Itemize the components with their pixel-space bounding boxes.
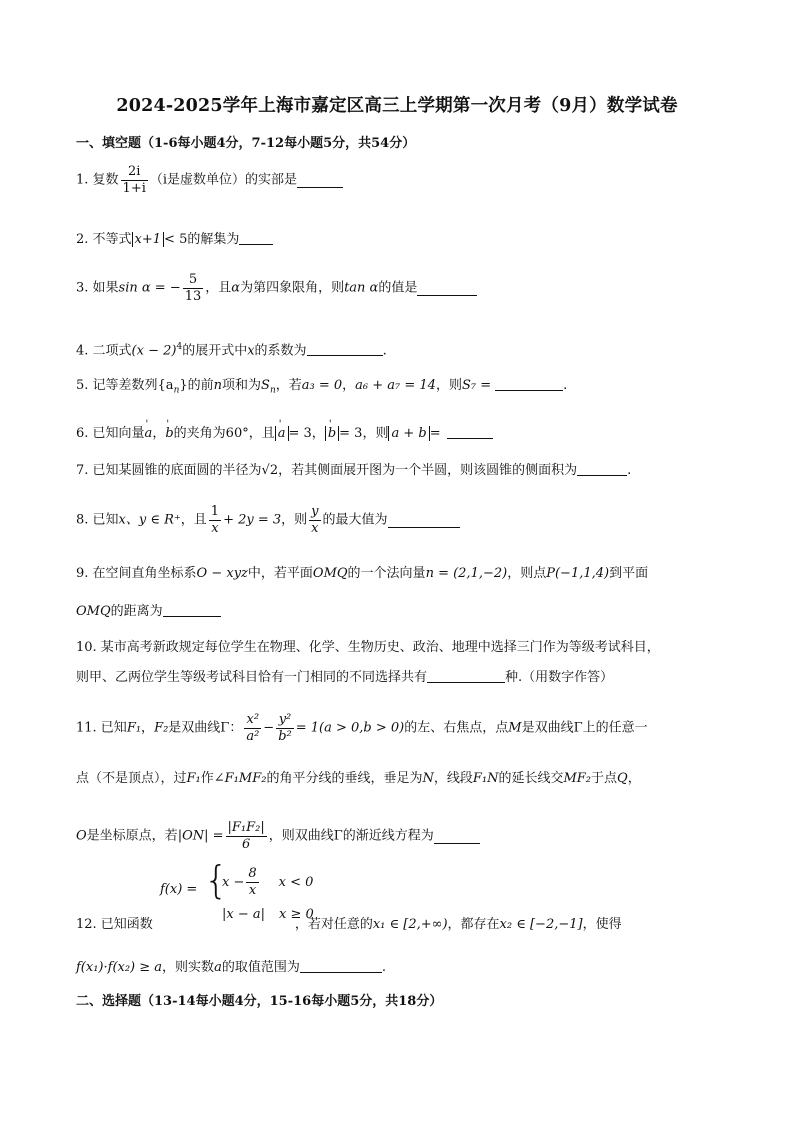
q3-alpha: α xyxy=(231,280,241,296)
question-10: 10. 某市高考新政规定每位学生在物理、化学、生物历史、政治、地理中选择三门作为等级考试科目， xyxy=(76,640,660,655)
question-12-line-2 xyxy=(76,958,386,977)
q8-mid: ，且 xyxy=(180,512,207,528)
q6-vector-b: ' b xyxy=(165,425,173,443)
question-9-line-2 xyxy=(76,602,221,621)
q3-numerator: 5 xyxy=(183,272,204,289)
q1-numerator: 2i xyxy=(121,164,148,181)
q1-fraction xyxy=(121,164,148,197)
q5-S7: S₇ = xyxy=(461,378,492,393)
q12-answer-blank[interactable] xyxy=(300,958,382,973)
q11-text2: 是双曲线Γ上的任意一 xyxy=(521,720,648,736)
q6-eq1: = 3 xyxy=(288,426,312,441)
q11-frac-y xyxy=(276,712,294,745)
q9-mid3: ，则点 xyxy=(507,566,547,581)
q6-angle: 60° xyxy=(225,426,249,441)
q11-l2d: ，线段 xyxy=(433,771,473,786)
q9-answer-blank[interactable] xyxy=(163,602,221,617)
question-11 xyxy=(76,712,648,745)
q9-point: P(−1,1,4) xyxy=(546,566,610,581)
q4-prefix: 4. 二项式 xyxy=(76,343,132,359)
q11-F2: F₂ xyxy=(154,720,169,736)
q7-prefix: 7. 已知某圆锥的底面圆的半径为 xyxy=(76,463,262,478)
q12-text: ，使得 xyxy=(582,917,622,932)
q5-S-sub: n xyxy=(269,385,276,396)
q8-frac1-den: x xyxy=(211,521,219,536)
q11-x-den: a² xyxy=(246,729,260,744)
q12-prefix: 12. 已知函数 xyxy=(76,917,153,932)
q5-a3: a₃ = 0 xyxy=(301,378,343,393)
q9-normal: n = (2,1,−2) xyxy=(425,566,508,581)
q11-x-num: x² xyxy=(244,712,261,729)
q12-case1-num: 8 xyxy=(248,866,257,881)
q11-MF2: MF₂ xyxy=(563,771,592,786)
q2-lt: < 5 xyxy=(164,232,188,247)
q2-abs-expr: x+1 xyxy=(132,232,165,247)
question-11-line-2 xyxy=(76,770,641,788)
q6-prefix: 6. 已知向量 xyxy=(76,426,145,441)
q9-system: O − xyz xyxy=(196,566,248,581)
q11-y-num: y² xyxy=(276,712,294,729)
q3-prefix: 3. 如果 xyxy=(76,280,119,296)
q12-case2-cond: x ≥ 0 xyxy=(279,907,314,922)
q12-l2b: ，则实数 xyxy=(162,960,215,975)
q5-n: n xyxy=(213,378,223,393)
q3-text: 为第四象限角，则 xyxy=(240,280,345,296)
q5-sub-n: n xyxy=(173,385,180,396)
q6-mid2: ，且 xyxy=(248,426,275,441)
q12-x1: x₁ ∈ [2,+∞) xyxy=(372,917,448,932)
q12-brace: { xyxy=(204,858,229,902)
q11-l2c: 的角平分线的垂线，垂足为 xyxy=(266,771,423,786)
q3-text2: 的值是 xyxy=(378,280,418,296)
q6-mid3: ，则 xyxy=(362,426,389,441)
q11-l2-F1: F₁ xyxy=(186,771,201,786)
q12-end: . xyxy=(381,960,386,975)
q1-text: （i是虚数单位）的实部是 xyxy=(149,172,298,188)
q6-eq2: = 3 xyxy=(339,426,363,441)
q11-frac-x xyxy=(244,712,261,745)
q11-Q: Q xyxy=(617,771,628,786)
q3-sin: sin α = − xyxy=(118,280,181,296)
q9-text: 到平面 xyxy=(609,566,649,581)
q12-case-1 xyxy=(222,866,313,899)
q11-l2g: ， xyxy=(627,771,641,786)
q11-l3b: ，则双曲线Γ的渐近线方程为 xyxy=(268,828,434,844)
q1-prefix: 1. 复数 xyxy=(76,172,119,188)
question-1 xyxy=(76,164,343,197)
q11-M: M xyxy=(508,720,522,736)
q8-vars: x、y ∈ R⁺ xyxy=(118,512,181,528)
q5-mid3: ，若 xyxy=(275,378,302,393)
q7-radius: √2 xyxy=(261,463,279,478)
question-4 xyxy=(76,338,387,360)
question-5 xyxy=(76,376,567,400)
q11-focal-den: 6 xyxy=(241,837,251,852)
question-6 xyxy=(76,424,493,443)
q8-frac1-num: 1 xyxy=(210,504,220,519)
question-10-line-2 xyxy=(76,668,613,687)
q4-end: . xyxy=(382,343,387,359)
q10-text: 则甲、乙两位学生等级考试科目恰有一门相同的不同选择共有 xyxy=(76,670,428,685)
q8-eq: + 2y = 3 xyxy=(223,512,282,528)
q11-minus: − xyxy=(263,720,275,736)
q4-text: 的系数为 xyxy=(254,343,307,359)
q8-text: 的最大值为 xyxy=(322,512,388,528)
q6-abs-a xyxy=(275,426,289,441)
q8-frac2-den: x xyxy=(311,521,319,536)
q12-fx-label: f(x) = xyxy=(160,882,198,897)
section-fill-blank-heading: 一、填空题（1-6每小题4分，7-12每小题5分，共54分） xyxy=(76,136,416,151)
q12-case1-expr: x − xyxy=(222,875,245,890)
question-12 xyxy=(76,916,622,934)
q4-mid: 的展开式中 xyxy=(182,343,248,359)
q6-sep: ， xyxy=(152,426,166,441)
q4-answer-blank[interactable] xyxy=(307,341,383,356)
q11-O: O xyxy=(76,828,87,844)
q2-prefix: 2. 不等式 xyxy=(76,232,132,247)
q5-prefix: 5. 记等差数列{a xyxy=(76,378,174,393)
q12-a: a xyxy=(214,960,222,975)
q8-fraction-1 xyxy=(209,504,221,537)
q12-mid: ，若对任意的 xyxy=(294,917,373,932)
q11-answer-blank[interactable] xyxy=(434,829,480,844)
q6-eq3: = xyxy=(429,426,441,441)
q9-mid: 中，若平面 xyxy=(247,566,313,581)
question-11-line-3 xyxy=(76,820,480,853)
q7-text: ，若其侧面展开图为一个半圆，则该圆锥的侧面积为 xyxy=(278,463,578,478)
q6-abs-b-vec: ' b xyxy=(328,425,336,443)
q3-denominator: 13 xyxy=(184,289,202,304)
question-3 xyxy=(76,272,477,305)
q8-prefix: 8. 已知 xyxy=(76,512,119,528)
q12-mid2: ，都存在 xyxy=(447,917,500,932)
q11-F1: F₁ xyxy=(126,720,142,736)
q11-l3a: 是坐标原点，若 xyxy=(86,828,178,844)
q10-text2: 种.（用数字作答） xyxy=(505,670,614,685)
q8-mid2: ，则 xyxy=(281,512,308,528)
q5-end: . xyxy=(563,378,568,393)
q3-fraction xyxy=(183,272,204,305)
q11-angle: ∠F₁MF₂ xyxy=(213,771,267,786)
q11-y-den: b² xyxy=(278,729,292,744)
q11-l2f: 于点 xyxy=(591,771,618,786)
q5-mid2: 项和为 xyxy=(222,378,262,393)
q8-fraction-2 xyxy=(309,504,320,537)
q11-prefix: 11. 已知 xyxy=(76,720,127,736)
q5-mid: }的前 xyxy=(179,378,214,393)
q5-a67: a₆ + a₇ = 14 xyxy=(355,378,436,393)
q4-expr: (x − 2) xyxy=(131,343,177,359)
q11-mid: 是双曲线Γ： xyxy=(168,720,243,736)
q12-case1-den: x xyxy=(248,883,257,898)
q6-abs-b xyxy=(325,426,339,441)
section-choice-heading: 二、选择题（13-14每小题4分，15-16每小题5分，共18分） xyxy=(76,994,443,1009)
q12-ineq: f(x₁)·f(x₂) ≥ a xyxy=(76,960,163,975)
q7-end: . xyxy=(627,463,632,478)
question-8 xyxy=(76,504,460,537)
q11-frac-focal xyxy=(226,820,267,853)
q5-answer-blank[interactable] xyxy=(495,376,563,391)
q9-text2: 的距离为 xyxy=(110,604,163,619)
q8-answer-blank[interactable] xyxy=(388,513,460,528)
q3-answer-blank[interactable] xyxy=(417,281,477,296)
q12-case2-expr: |x − a| xyxy=(222,907,265,922)
q12-x2: x₂ ∈ [−2,−1] xyxy=(499,917,583,932)
q9-prefix: 9. 在空间直角坐标系 xyxy=(76,566,197,581)
q11-ON: |ON| = xyxy=(177,828,224,844)
q5-S: S xyxy=(261,378,270,393)
q6-sep2: ， xyxy=(311,426,325,441)
q1-denominator: 1+i xyxy=(122,181,146,196)
q2-answer-blank[interactable] xyxy=(239,230,273,245)
q3-mid: ，且 xyxy=(205,280,232,296)
q11-text: 的左、右焦点，点 xyxy=(404,720,509,736)
q10-answer-blank[interactable] xyxy=(427,668,505,683)
q11-l2b: 作 xyxy=(200,771,214,786)
q6-vector-a: ' a xyxy=(145,425,153,443)
question-2 xyxy=(76,230,273,249)
q2-text: 的解集为 xyxy=(187,232,240,247)
q1-answer-blank[interactable] xyxy=(297,173,343,188)
q11-eq: = 1(a > 0,b > 0) xyxy=(295,720,405,736)
q9-mid2: 的一个法向量 xyxy=(347,566,426,581)
q4-x: x xyxy=(247,343,255,359)
exam-title: 2024-2025学年上海市嘉定区高三上学期第一次月考（9月）数学试卷 xyxy=(116,96,678,116)
q7-answer-blank[interactable] xyxy=(577,461,627,476)
q11-N: N xyxy=(422,771,434,786)
q11-l2a: 点（不是顶点），过 xyxy=(76,771,187,786)
q11-sep: ， xyxy=(141,720,155,736)
q5-sep: ， xyxy=(342,378,356,393)
q12-l2c: 的取值范围为 xyxy=(221,960,300,975)
q4-exponent: 4 xyxy=(176,342,183,352)
q3-tan: tan α xyxy=(344,280,379,296)
q12-case1-fraction xyxy=(246,866,258,899)
q6-answer-blank[interactable] xyxy=(447,424,493,439)
q8-frac2-num: y xyxy=(311,504,319,519)
q11-l2e: 的延长线交 xyxy=(498,771,564,786)
q6-mid: 的夹角为 xyxy=(173,426,226,441)
q6-abs-a-vec: ' a xyxy=(278,425,286,443)
q9-plane: OMQ xyxy=(312,566,348,581)
q6-abs-sum: a + b xyxy=(388,426,429,441)
q5-mid4: ，则 xyxy=(435,378,462,393)
q9-plane-2: OMQ xyxy=(76,604,111,619)
q11-focal-num: |F₁F₂| xyxy=(227,820,265,835)
question-7 xyxy=(76,461,631,480)
q11-F1N: F₁N xyxy=(472,771,499,786)
q12-case1-cond: x < 0 xyxy=(278,875,314,890)
question-9 xyxy=(76,565,648,583)
